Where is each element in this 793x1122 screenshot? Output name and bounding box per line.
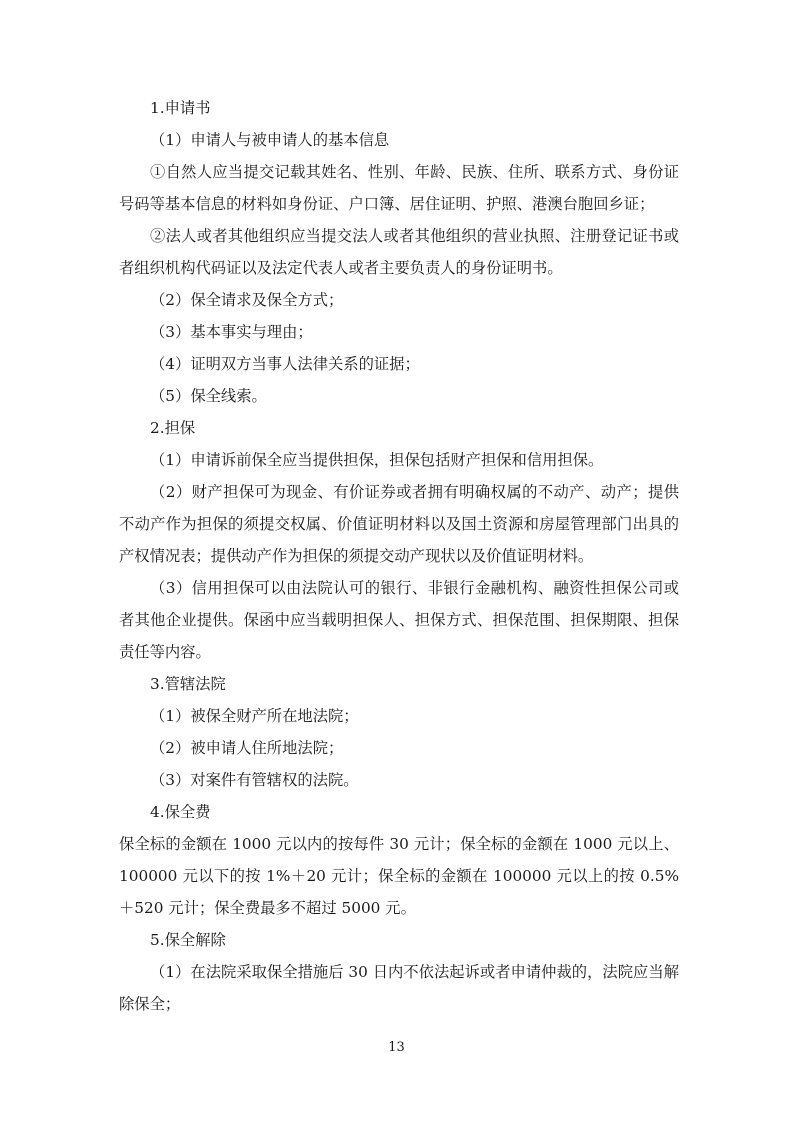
paragraph: 3.管辖法院	[150, 675, 226, 693]
paragraph: （2）保全请求及保全方式；	[150, 291, 344, 309]
paragraph: 保全标的金额在 1000 元以内的按每件 30 元计；保全标的金额在 1000 元以上、100000 元以下的按 1%＋20 元计；保全标的金额在 100000 元以上的按 0.5%＋520 元计；保全费最多不超过 5000 元。	[119, 835, 679, 917]
paragraph: 4.保全费	[150, 803, 211, 821]
paragraph: （4）证明双方当事人法律关系的证据；	[150, 355, 420, 373]
paragraph: （3）对案件有管辖权的法院。	[150, 771, 359, 789]
paragraph: （2）被申请人住所地法院；	[150, 739, 344, 757]
paragraph: ①自然人应当提交记载其姓名、性别、年龄、民族、住所、联系方式、身份证号码等基本信息的材料如身份证、户口簿、居住证明、护照、港澳台胞回乡证；	[119, 163, 679, 213]
paragraph: 2.担保	[150, 419, 196, 437]
paragraph: 5.保全解除	[150, 931, 226, 949]
paragraph: （3）信用担保可以由法院认可的银行、非银行金融机构、融资性担保公司或者其他企业提供。保函中应当载明担保人、担保方式、担保范围、担保期限、担保责任等内容。	[119, 579, 679, 661]
paragraph: （5）保全线索。	[150, 387, 267, 405]
paragraph: （1）被保全财产所在地法院；	[150, 707, 359, 725]
paragraph: （1）在法院采取保全措施后 30 日内不依法起诉或者申请仲裁的，法院应当解除保全；	[119, 963, 679, 1013]
page-number: 13	[388, 1040, 405, 1055]
paragraph: （3）基本事实与理由；	[150, 323, 313, 341]
paragraph: （2）财产担保可为现金、有价证券或者拥有明确权属的不动产、动产；提供不动产作为担保的须提交权属、价值证明材料以及国土资源和房屋管理部门出具的产权情况表；提供动产作为担保的须提交动产现状以及价值证明材料。	[119, 483, 679, 565]
paragraph: （1）申请人与被申请人的基本信息	[150, 131, 390, 149]
paragraph: ②法人或者其他组织应当提交法人或者其他组织的营业执照、注册登记证书或者组织机构代码证以及法定代表人或者主要负责人的身份证明书。	[119, 227, 679, 277]
document-body	[119, 92, 679, 1020]
paragraph: （1）申请诉前保全应当提供担保，担保包括财产担保和信用担保。	[150, 451, 604, 469]
paragraph: 1.申请书	[150, 99, 211, 117]
